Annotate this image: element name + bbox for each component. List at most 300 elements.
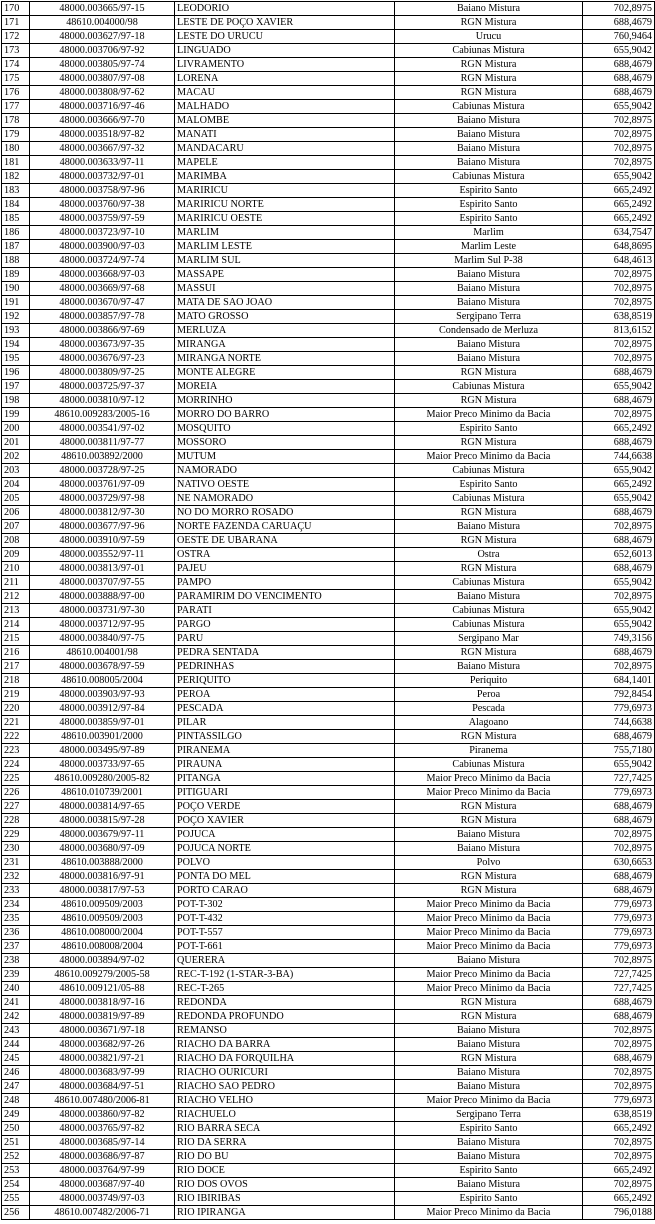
row-number-cell: 170 <box>2 2 30 16</box>
price-cell: 688,4679 <box>583 86 655 100</box>
row-number-cell: 212 <box>2 590 30 604</box>
oil-type-cell: Marlim Leste <box>395 240 583 254</box>
table-row <box>2 954 655 968</box>
process-number-cell: 48000.003495/97-89 <box>30 744 175 758</box>
oil-type-cell: Maior Preco Minimo da Bacia <box>395 408 583 422</box>
table-row <box>2 758 655 772</box>
table-row <box>2 800 655 814</box>
field-name-cell: MOREIA <box>175 380 395 394</box>
field-name-cell: MORRO DO BARRO <box>175 408 395 422</box>
field-name-cell: REC-T-192 (1-STAR-3-BA) <box>175 968 395 982</box>
table-row <box>2 198 655 212</box>
row-number-cell: 181 <box>2 156 30 170</box>
process-number-cell: 48000.003678/97-59 <box>30 660 175 674</box>
row-number-cell: 253 <box>2 1164 30 1178</box>
price-cell: 665,2492 <box>583 1122 655 1136</box>
process-number-cell: 48000.003760/97-38 <box>30 198 175 212</box>
table-row <box>2 674 655 688</box>
price-cell: 655,9042 <box>583 464 655 478</box>
field-name-cell: RIACHO OURICURI <box>175 1066 395 1080</box>
oil-type-cell: RGN Mistura <box>395 394 583 408</box>
price-cell: 638,8519 <box>583 310 655 324</box>
field-name-cell: MATO GROSSO <box>175 310 395 324</box>
row-number-cell: 234 <box>2 898 30 912</box>
row-number-cell: 229 <box>2 828 30 842</box>
table-row <box>2 366 655 380</box>
oil-type-cell: RGN Mistura <box>395 72 583 86</box>
field-name-cell: MARLIM SUL <box>175 254 395 268</box>
row-number-cell: 246 <box>2 1066 30 1080</box>
field-name-cell: MACAU <box>175 86 395 100</box>
price-cell: 779,6973 <box>583 1094 655 1108</box>
process-number-cell: 48000.003749/97-03 <box>30 1192 175 1206</box>
field-name-cell: MALOMBE <box>175 114 395 128</box>
row-number-cell: 256 <box>2 1206 30 1220</box>
process-number-cell: 48000.003812/97-30 <box>30 506 175 520</box>
row-number-cell: 218 <box>2 674 30 688</box>
price-cell: 755,7180 <box>583 744 655 758</box>
process-number-cell: 48000.003888/97-00 <box>30 590 175 604</box>
field-name-cell: RIO DO BU <box>175 1150 395 1164</box>
row-number-cell: 213 <box>2 604 30 618</box>
process-number-cell: 48000.003731/97-30 <box>30 604 175 618</box>
field-name-cell: POJUCA NORTE <box>175 842 395 856</box>
oil-type-cell: Baiano Mistura <box>395 1066 583 1080</box>
price-cell: 702,8975 <box>583 1066 655 1080</box>
oil-type-cell: Maior Preco Minimo da Bacia <box>395 1094 583 1108</box>
price-cell: 688,4679 <box>583 814 655 828</box>
table-row <box>2 352 655 366</box>
process-number-cell: 48610.004001/98 <box>30 646 175 660</box>
table-row <box>2 1206 655 1220</box>
row-number-cell: 187 <box>2 240 30 254</box>
price-cell: 702,8975 <box>583 954 655 968</box>
process-number-cell: 48000.003541/97-02 <box>30 422 175 436</box>
oil-type-cell: Baiano Mistura <box>395 842 583 856</box>
row-number-cell: 178 <box>2 114 30 128</box>
field-name-cell: POÇO XAVIER <box>175 814 395 828</box>
field-name-cell: RIACHO DA FORQUILHA <box>175 1052 395 1066</box>
field-name-cell: REC-T-265 <box>175 982 395 996</box>
price-cell: 655,9042 <box>583 604 655 618</box>
price-cell: 702,8975 <box>583 128 655 142</box>
row-number-cell: 243 <box>2 1024 30 1038</box>
oil-type-cell: Peroa <box>395 688 583 702</box>
field-name-cell: NE NAMORADO <box>175 492 395 506</box>
price-cell: 688,4679 <box>583 394 655 408</box>
table-row <box>2 898 655 912</box>
table-row <box>2 1136 655 1150</box>
oil-type-cell: Maior Preco Minimo da Bacia <box>395 1206 583 1220</box>
process-number-cell: 48000.003860/97-82 <box>30 1108 175 1122</box>
table-row <box>2 660 655 674</box>
row-number-cell: 180 <box>2 142 30 156</box>
table-row <box>2 30 655 44</box>
process-number-cell: 48000.003810/97-12 <box>30 394 175 408</box>
price-cell: 702,8975 <box>583 268 655 282</box>
field-name-cell: PITIGUARI <box>175 786 395 800</box>
process-number-cell: 48000.003728/97-25 <box>30 464 175 478</box>
oil-type-cell: Sergipano Terra <box>395 1108 583 1122</box>
field-name-cell: RIACHO DA BARRA <box>175 1038 395 1052</box>
row-number-cell: 194 <box>2 338 30 352</box>
table-row <box>2 450 655 464</box>
process-number-cell: 48000.003807/97-08 <box>30 72 175 86</box>
process-number-cell: 48000.003670/97-47 <box>30 296 175 310</box>
row-number-cell: 247 <box>2 1080 30 1094</box>
oil-type-cell: Periquito <box>395 674 583 688</box>
field-name-cell: RIO IBIRIBAS <box>175 1192 395 1206</box>
oil-type-cell: Cabiunas Mistura <box>395 758 583 772</box>
process-number-cell: 48000.003819/97-89 <box>30 1010 175 1024</box>
table-row <box>2 1108 655 1122</box>
field-name-cell: NATIVO OESTE <box>175 478 395 492</box>
oil-type-cell: Cabiunas Mistura <box>395 604 583 618</box>
process-number-cell: 48000.003673/97-35 <box>30 338 175 352</box>
oil-type-cell: Baiano Mistura <box>395 296 583 310</box>
process-number-cell: 48000.003759/97-59 <box>30 212 175 226</box>
price-cell: 665,2492 <box>583 184 655 198</box>
price-cell: 779,6973 <box>583 912 655 926</box>
table-row <box>2 436 655 450</box>
price-cell: 655,9042 <box>583 618 655 632</box>
price-cell: 702,8975 <box>583 408 655 422</box>
field-name-cell: POT-T-432 <box>175 912 395 926</box>
oil-type-cell: Espirito Santo <box>395 1122 583 1136</box>
price-cell: 702,8975 <box>583 282 655 296</box>
row-number-cell: 189 <box>2 268 30 282</box>
row-number-cell: 225 <box>2 772 30 786</box>
process-number-cell: 48610.009509/2003 <box>30 912 175 926</box>
table-row <box>2 576 655 590</box>
oil-type-cell: RGN Mistura <box>395 436 583 450</box>
price-cell: 702,8975 <box>583 142 655 156</box>
field-name-cell: MARLIM LESTE <box>175 240 395 254</box>
table-row <box>2 744 655 758</box>
oil-type-cell: Baiano Mistura <box>395 520 583 534</box>
table-row <box>2 912 655 926</box>
process-number-cell: 48000.003866/97-69 <box>30 324 175 338</box>
oil-type-cell: RGN Mistura <box>395 800 583 814</box>
table-row <box>2 226 655 240</box>
price-cell: 702,8975 <box>583 1136 655 1150</box>
row-number-cell: 209 <box>2 548 30 562</box>
oil-type-cell: Espirito Santo <box>395 1164 583 1178</box>
field-name-cell: PITANGA <box>175 772 395 786</box>
process-number-cell: 48000.003716/97-46 <box>30 100 175 114</box>
field-name-cell: OESTE DE UBARANA <box>175 534 395 548</box>
row-number-cell: 215 <box>2 632 30 646</box>
oil-type-cell: Baiano Mistura <box>395 1024 583 1038</box>
price-cell: 744,6638 <box>583 450 655 464</box>
oil-type-cell: Espirito Santo <box>395 1192 583 1206</box>
process-number-cell: 48000.003679/97-11 <box>30 828 175 842</box>
process-number-cell: 48000.003671/97-18 <box>30 1024 175 1038</box>
process-number-cell: 48000.003821/97-21 <box>30 1052 175 1066</box>
table-row <box>2 464 655 478</box>
row-number-cell: 177 <box>2 100 30 114</box>
field-name-cell: PONTA DO MEL <box>175 870 395 884</box>
process-number-cell: 48000.003811/97-77 <box>30 436 175 450</box>
oil-type-cell: Baiano Mistura <box>395 660 583 674</box>
process-number-cell: 48610.010739/2001 <box>30 786 175 800</box>
oil-type-cell: Baiano Mistura <box>395 156 583 170</box>
process-number-cell: 48610.008000/2004 <box>30 926 175 940</box>
process-number-cell: 48000.003676/97-23 <box>30 352 175 366</box>
field-name-cell: REMANSO <box>175 1024 395 1038</box>
oil-type-cell: Baiano Mistura <box>395 1038 583 1052</box>
process-number-cell: 48610.007482/2006-71 <box>30 1206 175 1220</box>
oil-type-cell: Ostra <box>395 548 583 562</box>
field-name-cell: PEDRA SENTADA <box>175 646 395 660</box>
field-name-cell: MANATI <box>175 128 395 142</box>
table-row <box>2 478 655 492</box>
table-row <box>2 1052 655 1066</box>
field-name-cell: MUTUM <box>175 450 395 464</box>
field-name-cell: RIO IPIRANGA <box>175 1206 395 1220</box>
table-row <box>2 884 655 898</box>
field-name-cell: PAJEU <box>175 562 395 576</box>
process-number-cell: 48000.003552/97-11 <box>30 548 175 562</box>
oil-type-cell: Baiano Mistura <box>395 1080 583 1094</box>
row-number-cell: 228 <box>2 814 30 828</box>
price-cell: 634,7547 <box>583 226 655 240</box>
oil-type-cell: Maior Preco Minimo da Bacia <box>395 450 583 464</box>
row-number-cell: 190 <box>2 282 30 296</box>
oil-type-cell: RGN Mistura <box>395 870 583 884</box>
table-row <box>2 716 655 730</box>
process-number-cell: 48000.003684/97-51 <box>30 1080 175 1094</box>
oil-type-cell: Espirito Santo <box>395 422 583 436</box>
table-row <box>2 1094 655 1108</box>
oil-type-cell: Piranema <box>395 744 583 758</box>
row-number-cell: 211 <box>2 576 30 590</box>
table-row <box>2 114 655 128</box>
field-name-cell: PEROA <box>175 688 395 702</box>
price-cell: 665,2492 <box>583 1164 655 1178</box>
process-number-cell: 48610.004000/98 <box>30 16 175 30</box>
table-row <box>2 786 655 800</box>
oil-type-cell: RGN Mistura <box>395 646 583 660</box>
table-row <box>2 44 655 58</box>
row-number-cell: 232 <box>2 870 30 884</box>
oil-type-cell: RGN Mistura <box>395 730 583 744</box>
field-name-cell: MASSAPE <box>175 268 395 282</box>
process-number-cell: 48000.003667/97-32 <box>30 142 175 156</box>
field-name-cell: MORRINHO <box>175 394 395 408</box>
oil-type-cell: RGN Mistura <box>395 534 583 548</box>
row-number-cell: 231 <box>2 856 30 870</box>
process-number-cell: 48000.003840/97-75 <box>30 632 175 646</box>
field-name-cell: LEODORIO <box>175 2 395 16</box>
row-number-cell: 185 <box>2 212 30 226</box>
row-number-cell: 239 <box>2 968 30 982</box>
row-number-cell: 206 <box>2 506 30 520</box>
oil-type-cell: Pescada <box>395 702 583 716</box>
field-name-cell: REDONDA <box>175 996 395 1010</box>
price-cell: 702,8975 <box>583 842 655 856</box>
oil-type-cell: Baiano Mistura <box>395 1178 583 1192</box>
price-cell: 702,8975 <box>583 2 655 16</box>
process-number-cell: 48000.003808/97-62 <box>30 86 175 100</box>
process-number-cell: 48000.003733/97-65 <box>30 758 175 772</box>
process-number-cell: 48000.003682/97-26 <box>30 1038 175 1052</box>
table-row <box>2 856 655 870</box>
field-name-cell: POJUCA <box>175 828 395 842</box>
price-cell: 648,4613 <box>583 254 655 268</box>
field-name-cell: RIO DA SERRA <box>175 1136 395 1150</box>
process-number-cell: 48610.003901/2000 <box>30 730 175 744</box>
field-name-cell: MARIRICU <box>175 184 395 198</box>
process-number-cell: 48000.003724/97-74 <box>30 254 175 268</box>
table-row <box>2 940 655 954</box>
row-number-cell: 230 <box>2 842 30 856</box>
process-number-cell: 48000.003686/97-87 <box>30 1150 175 1164</box>
field-name-cell: RIACHO VELHO <box>175 1094 395 1108</box>
process-number-cell: 48000.003518/97-82 <box>30 128 175 142</box>
row-number-cell: 251 <box>2 1136 30 1150</box>
table-row <box>2 604 655 618</box>
oil-type-cell: Cabiunas Mistura <box>395 576 583 590</box>
table-row <box>2 310 655 324</box>
price-cell: 688,4679 <box>583 72 655 86</box>
process-number-cell: 48000.003815/97-28 <box>30 814 175 828</box>
row-number-cell: 238 <box>2 954 30 968</box>
oil-type-cell: Maior Preco Minimo da Bacia <box>395 926 583 940</box>
table-row <box>2 128 655 142</box>
oil-type-cell: Cabiunas Mistura <box>395 618 583 632</box>
price-cell: 665,2492 <box>583 422 655 436</box>
row-number-cell: 216 <box>2 646 30 660</box>
table-row <box>2 1038 655 1052</box>
row-number-cell: 205 <box>2 492 30 506</box>
oil-type-cell: RGN Mistura <box>395 366 583 380</box>
price-cell: 684,1401 <box>583 674 655 688</box>
row-number-cell: 224 <box>2 758 30 772</box>
price-cell: 688,4679 <box>583 800 655 814</box>
process-number-cell: 48000.003817/97-53 <box>30 884 175 898</box>
field-name-cell: MARIRICU NORTE <box>175 198 395 212</box>
field-name-cell: PAMPO <box>175 576 395 590</box>
process-number-cell: 48610.008005/2004 <box>30 674 175 688</box>
field-name-cell: PESCADA <box>175 702 395 716</box>
oil-type-cell: Condensado de Merluza <box>395 324 583 338</box>
field-name-cell: LINGUADO <box>175 44 395 58</box>
field-name-cell: RIO DOS OVOS <box>175 1178 395 1192</box>
oil-type-cell: Cabiunas Mistura <box>395 100 583 114</box>
field-name-cell: MASSUI <box>175 282 395 296</box>
field-name-cell: NAMORADO <box>175 464 395 478</box>
table-row <box>2 282 655 296</box>
process-number-cell: 48000.003706/97-92 <box>30 44 175 58</box>
table-row <box>2 1150 655 1164</box>
oil-type-cell: RGN Mistura <box>395 16 583 30</box>
oil-type-cell: RGN Mistura <box>395 1052 583 1066</box>
row-number-cell: 248 <box>2 1094 30 1108</box>
price-cell: 665,2492 <box>583 198 655 212</box>
field-name-cell: MARIMBA <box>175 170 395 184</box>
table-row <box>2 212 655 226</box>
table-row <box>2 828 655 842</box>
field-name-cell: PERIQUITO <box>175 674 395 688</box>
field-name-cell: REDONDA PROFUNDO <box>175 1010 395 1024</box>
row-number-cell: 241 <box>2 996 30 1010</box>
field-name-cell: PARU <box>175 632 395 646</box>
price-cell: 655,9042 <box>583 758 655 772</box>
field-name-cell: MATA DE SAO JOAO <box>175 296 395 310</box>
field-name-cell: PILAR <box>175 716 395 730</box>
row-number-cell: 171 <box>2 16 30 30</box>
process-number-cell: 48000.003707/97-55 <box>30 576 175 590</box>
price-cell: 727,7425 <box>583 968 655 982</box>
process-number-cell: 48610.008008/2004 <box>30 940 175 954</box>
table-row <box>2 142 655 156</box>
field-name-cell: RIO DOCE <box>175 1164 395 1178</box>
row-number-cell: 217 <box>2 660 30 674</box>
table-row <box>2 534 655 548</box>
process-number-cell: 48000.003765/97-82 <box>30 1122 175 1136</box>
row-number-cell: 240 <box>2 982 30 996</box>
field-name-cell: MOSSORO <box>175 436 395 450</box>
row-number-cell: 221 <box>2 716 30 730</box>
row-number-cell: 207 <box>2 520 30 534</box>
process-number-cell: 48610.009121/05-88 <box>30 982 175 996</box>
field-name-cell: PORTO CARAO <box>175 884 395 898</box>
oil-type-cell: Espirito Santo <box>395 478 583 492</box>
field-name-cell: PARAMIRIM DO VENCIMENTO <box>175 590 395 604</box>
row-number-cell: 192 <box>2 310 30 324</box>
oil-type-cell: Baiano Mistura <box>395 142 583 156</box>
price-cell: 655,9042 <box>583 100 655 114</box>
price-table-body <box>2 2 655 1220</box>
process-number-cell: 48000.003677/97-96 <box>30 520 175 534</box>
process-number-cell: 48000.003665/97-15 <box>30 2 175 16</box>
oil-type-cell: Baiano Mistura <box>395 2 583 16</box>
row-number-cell: 249 <box>2 1108 30 1122</box>
row-number-cell: 222 <box>2 730 30 744</box>
row-number-cell: 173 <box>2 44 30 58</box>
table-row <box>2 1122 655 1136</box>
table-row <box>2 1192 655 1206</box>
process-number-cell: 48610.009509/2003 <box>30 898 175 912</box>
oil-type-cell: Baiano Mistura <box>395 282 583 296</box>
field-name-cell: MONTE ALEGRE <box>175 366 395 380</box>
table-row <box>2 492 655 506</box>
price-cell: 779,6973 <box>583 786 655 800</box>
price-cell: 665,2492 <box>583 478 655 492</box>
price-cell: 702,8975 <box>583 828 655 842</box>
table-row <box>2 408 655 422</box>
table-row <box>2 1024 655 1038</box>
row-number-cell: 174 <box>2 58 30 72</box>
process-number-cell: 48000.003685/97-14 <box>30 1136 175 1150</box>
field-name-cell: POT-T-557 <box>175 926 395 940</box>
process-number-cell: 48000.003903/97-93 <box>30 688 175 702</box>
oil-type-cell: Baiano Mistura <box>395 590 583 604</box>
row-number-cell: 236 <box>2 926 30 940</box>
process-number-cell: 48000.003809/97-25 <box>30 366 175 380</box>
process-number-cell: 48000.003814/97-65 <box>30 800 175 814</box>
price-cell: 648,8695 <box>583 240 655 254</box>
row-number-cell: 186 <box>2 226 30 240</box>
field-name-cell: MANDACARU <box>175 142 395 156</box>
oil-type-cell: Baiano Mistura <box>395 268 583 282</box>
price-cell: 779,6973 <box>583 898 655 912</box>
price-cell: 813,6152 <box>583 324 655 338</box>
row-number-cell: 175 <box>2 72 30 86</box>
price-cell: 638,8519 <box>583 1108 655 1122</box>
row-number-cell: 233 <box>2 884 30 898</box>
